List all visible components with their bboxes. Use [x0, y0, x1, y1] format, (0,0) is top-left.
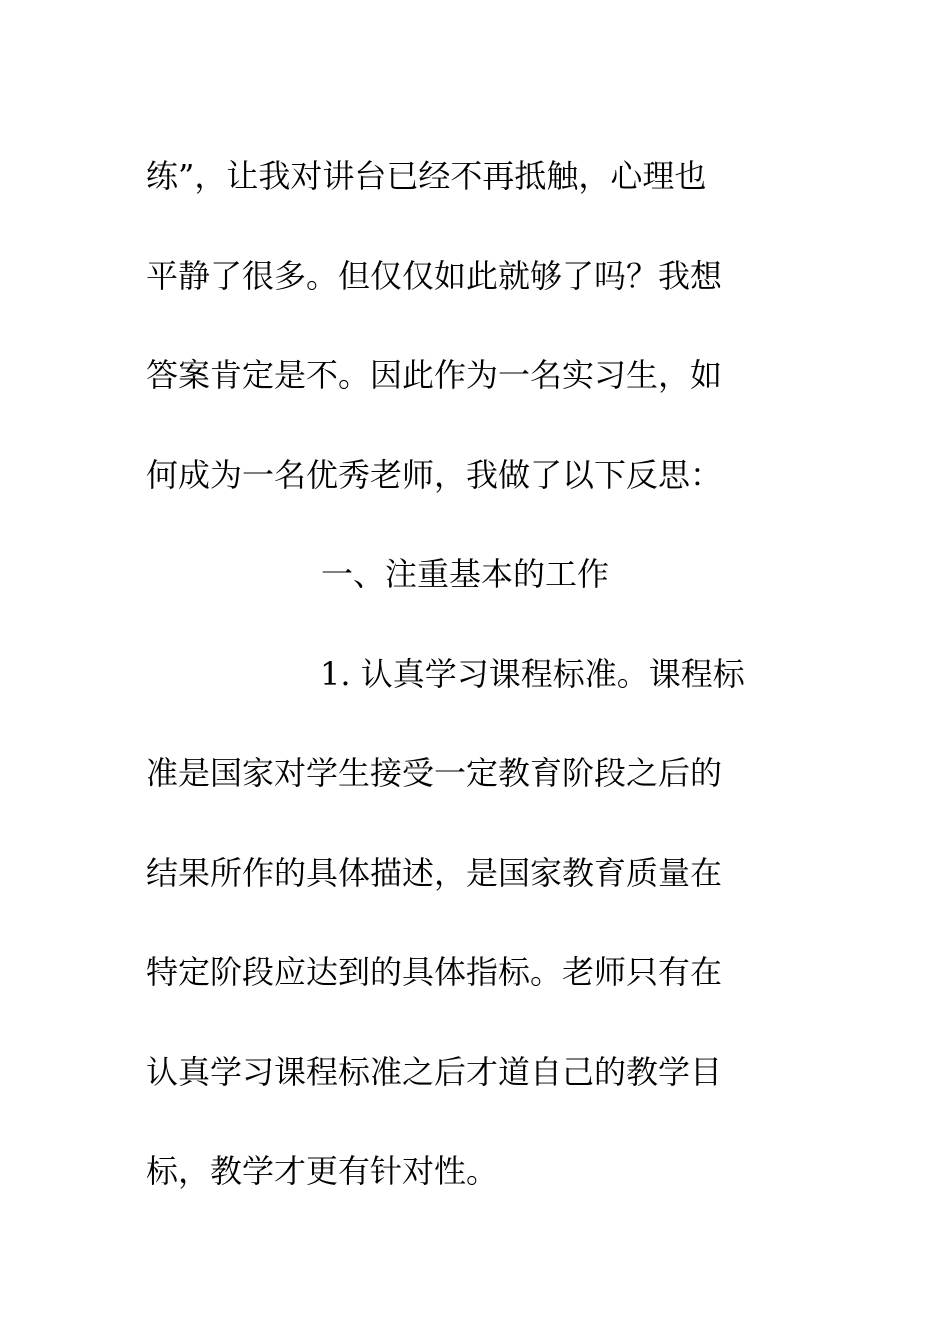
text-line-9: 特定阶段应达到的具体指标。老师只有在 — [146, 953, 723, 991]
list-item-heading: 1. 认真学习课程标准。课程标 — [320, 654, 745, 693]
text-line-11: 标，教学才更有针对性。 — [146, 1152, 499, 1190]
text-line-8: 结果所作的具体描述，是国家教育质量在 — [146, 853, 723, 892]
text-line-4: 何成为一名优秀老师，我做了以下反思： — [146, 455, 723, 494]
text-line-2: 平静了很多。但仅仅如此就够了吗？我想 — [146, 256, 723, 295]
section-heading: 一、注重基本的工作 — [321, 555, 610, 593]
text-line-10: 认真学习课程标准之后才道自己的教学目 — [146, 1052, 723, 1091]
body-text — [146, 127, 786, 1222]
text-line-7: 准是国家对学生接受一定教育阶段之后的 — [146, 754, 723, 792]
text-line-3: 答案肯定是不。因此作为一名实习生，如 — [146, 356, 723, 394]
text-line-1: 练”，让我对讲台已经不再抵触，心理也 — [146, 157, 707, 195]
